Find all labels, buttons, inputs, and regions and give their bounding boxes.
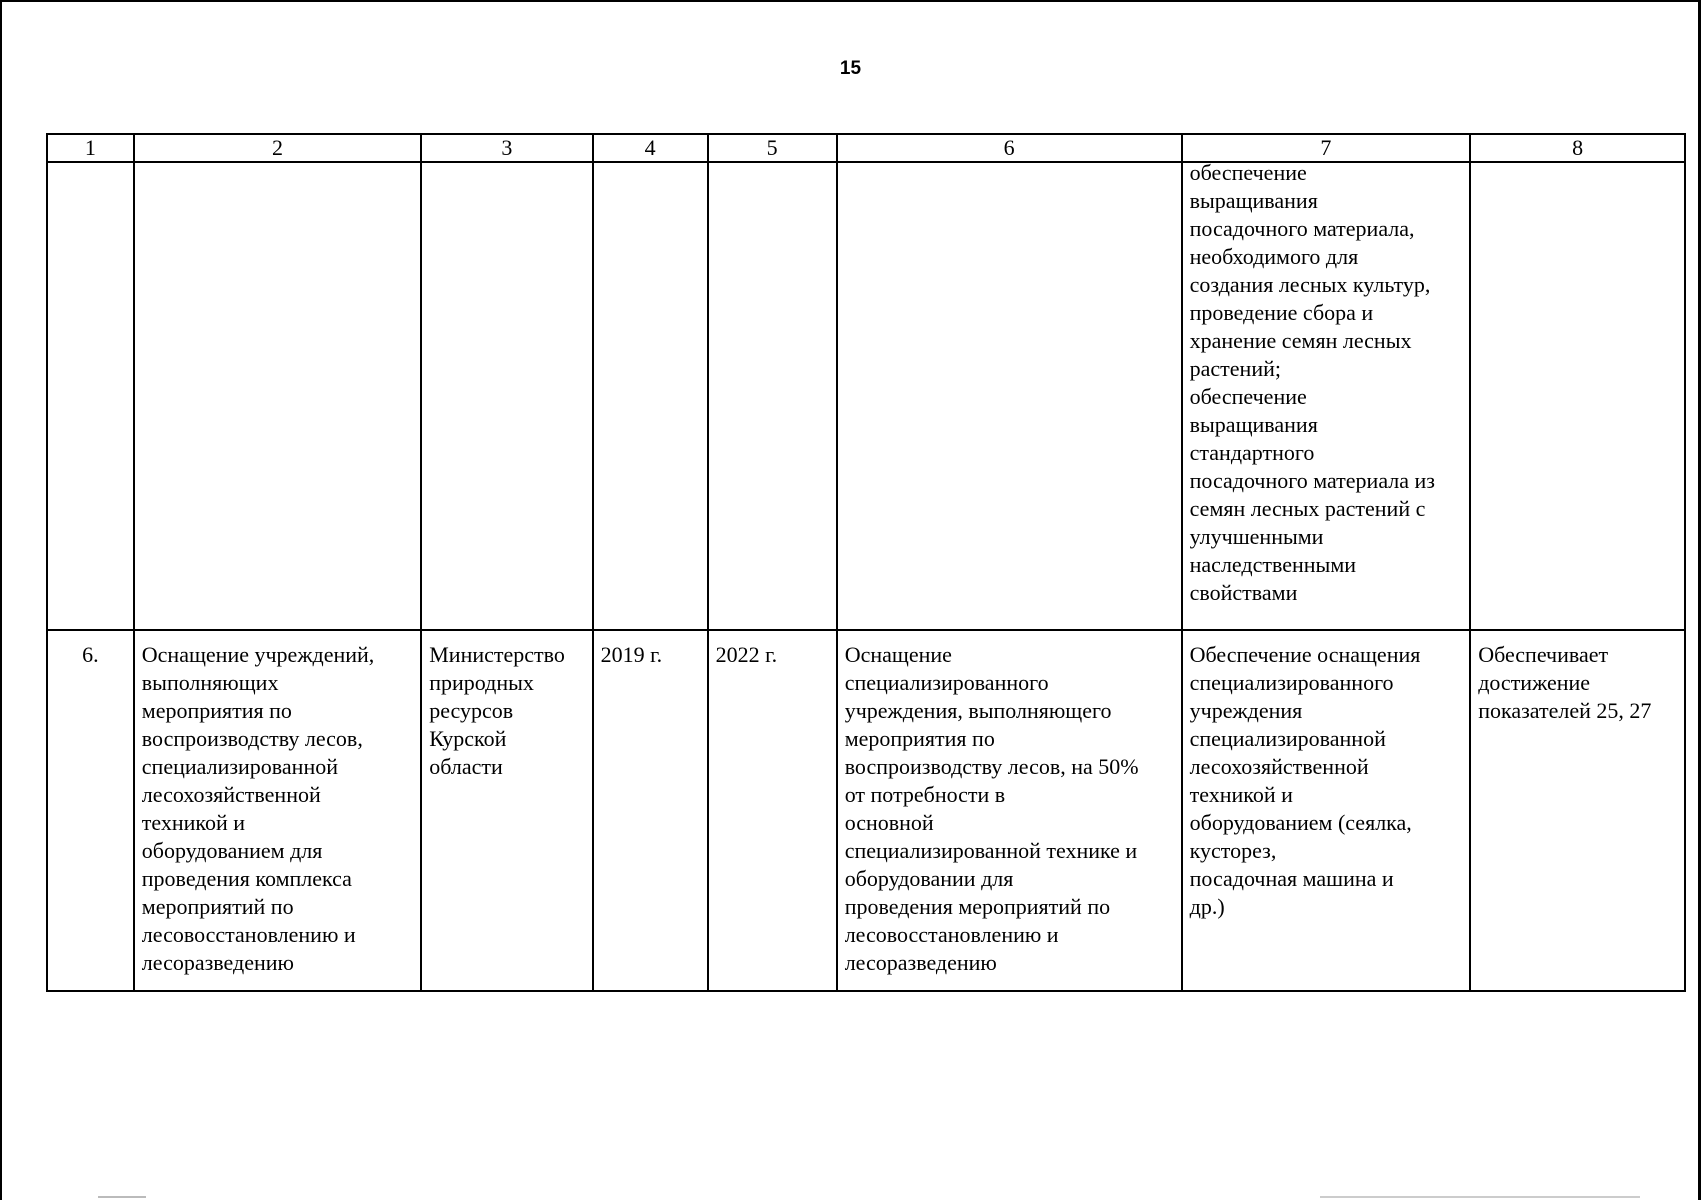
- column-header: 6: [837, 134, 1182, 162]
- table-row: [47, 630, 1685, 991]
- table-cell-empty: [47, 162, 134, 630]
- table-cell-expected-result: [1182, 630, 1471, 991]
- column-number-header-row: [47, 134, 1685, 162]
- table-cell-description: [837, 630, 1182, 991]
- column-header: 1: [47, 134, 134, 162]
- responsible-executor-text: Министерство природных ресурсов Курской области: [429, 642, 565, 779]
- page-number: 15: [839, 58, 862, 79]
- column-header: 3: [421, 134, 592, 162]
- table-cell-measure-name: [134, 630, 421, 991]
- end-year-text: 2022 г.: [715, 642, 778, 667]
- table-cell-responsible: [421, 630, 592, 991]
- table-cell-end-year: [708, 630, 837, 991]
- expected-result-text: обеспечение выращивания посадочного материала, необходимого для создания лесных культур, проведение сбора и хранение семян лесных растений; обеспечение выращивания стандартного посадочного материала из семян лесных растений с улучшенными наследственными свойствами: [1189, 160, 1435, 605]
- indicator-link-text: Обеспечивает достижение показателей 25, 27: [1478, 642, 1652, 723]
- measure-name-text: Оснащение учреждений, выполняющих мероприятия по воспроизводству лесов, специализированной лесохозяйственной техникой и оборудованием для проведения комплекса мероприятий по лесовосстановлению и лесоразведению: [141, 642, 375, 975]
- scan-border-top: [0, 0, 1701, 2]
- table-cell-empty: [837, 162, 1182, 630]
- row-number: 6.: [82, 642, 99, 667]
- table-cell-empty: [421, 162, 592, 630]
- column-header: 5: [708, 134, 837, 162]
- column-header: 2: [134, 134, 421, 162]
- table-cell-start-year: [593, 630, 708, 991]
- table-row: [47, 162, 1685, 630]
- column-header: 4: [593, 134, 708, 162]
- column-header: 8: [1470, 134, 1685, 162]
- scan-artifact: [1320, 1196, 1640, 1198]
- scan-artifact: [98, 1196, 146, 1198]
- table-cell-number: [47, 630, 134, 991]
- table-cell-empty: [593, 162, 708, 630]
- description-text: Оснащение специализированного учреждения, выполняющего мероприятия по воспроизводству лесов, на 50% от потребности в основной специализированной технике и оборудовании для проведения мероприятий по лесовосстановлению и лесоразведению: [844, 642, 1139, 975]
- table-cell-expected-result: [1182, 162, 1471, 630]
- table-cell-empty: [708, 162, 837, 630]
- table-cell-empty: [1470, 162, 1685, 630]
- table-cell-empty: [134, 162, 421, 630]
- expected-result-text: Обеспечение оснащения специализированного учреждения специализированной лесохозяйственной техникой и оборудованием (сеялка, кусторез, посадочная машина и др.): [1189, 642, 1421, 919]
- start-year-text: 2019 г.: [600, 642, 663, 667]
- column-header: 7: [1182, 134, 1471, 162]
- scan-border-left: [0, 0, 2, 1200]
- table-cell-indicator-link: [1470, 630, 1685, 991]
- measures-table: [46, 133, 1686, 992]
